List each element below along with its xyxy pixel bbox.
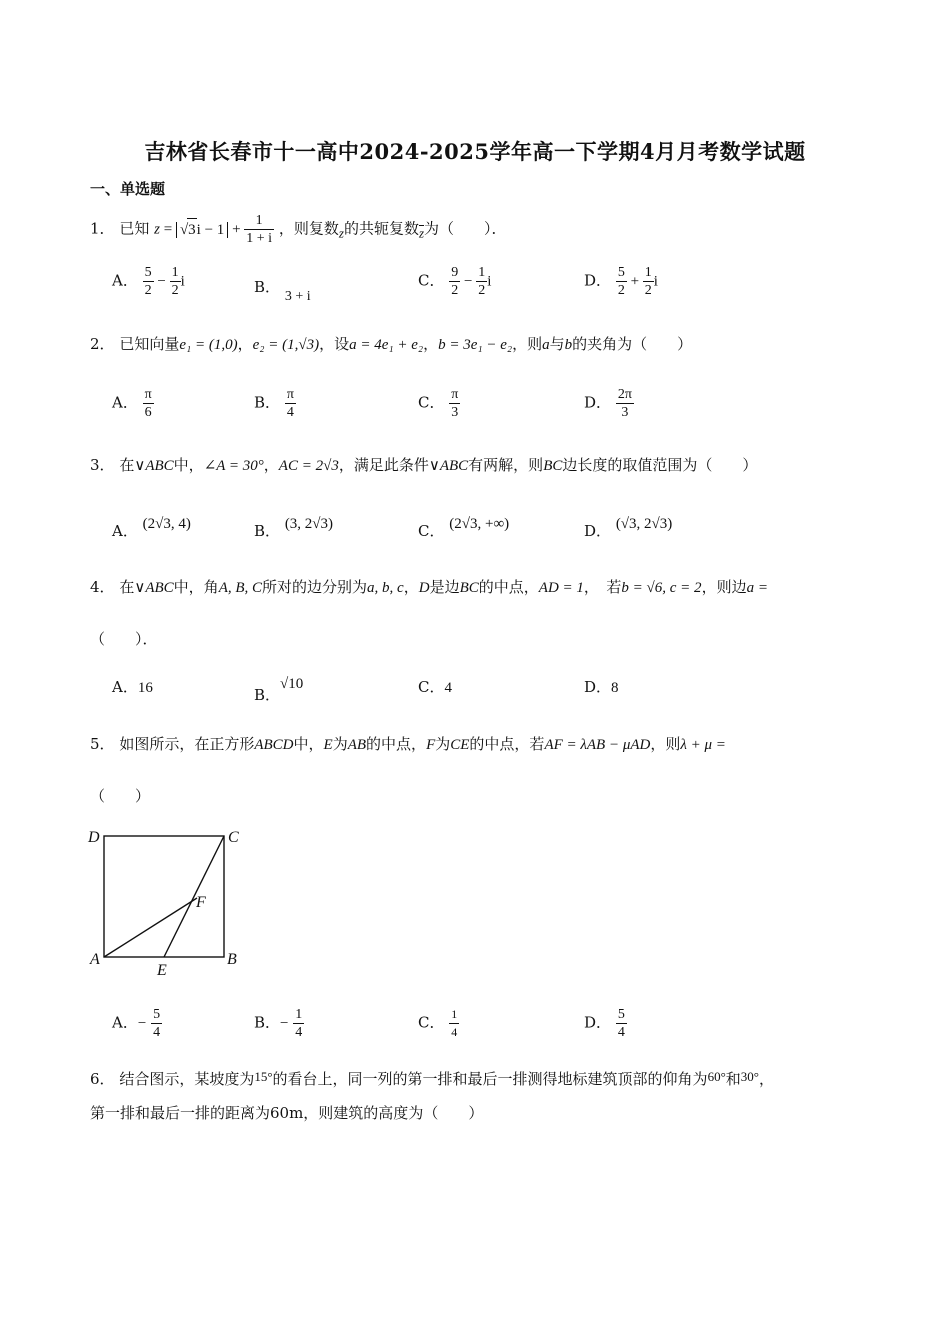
fraction-numerator: π	[286, 387, 294, 402]
fraction-denominator: 6	[144, 405, 152, 420]
q4-triangle: ABC	[145, 580, 174, 596]
label-e: E	[157, 962, 167, 979]
label-a: A	[90, 951, 100, 968]
option-sign: −	[137, 1015, 147, 1032]
question-number: 4．	[90, 578, 115, 596]
q2-text-f: 与	[549, 335, 565, 353]
option-label: D．	[584, 678, 612, 696]
q5-option-d[interactable]	[584, 1006, 627, 1041]
fraction-denominator: 3	[621, 405, 629, 420]
q5-lambda-mu: λ + μ =	[680, 737, 726, 753]
option-value: 4	[444, 680, 452, 696]
q4-text-a: 在	[119, 578, 135, 596]
q4-option-a[interactable]	[112, 676, 153, 697]
question-5	[90, 733, 726, 756]
q5-square: ABCD	[254, 737, 294, 753]
q5-ab: AB	[347, 737, 367, 753]
fraction-numerator: 5	[617, 1007, 625, 1022]
label-c: C	[228, 829, 239, 846]
option-value: 8	[611, 680, 619, 696]
option-label: C．	[418, 271, 445, 290]
fraction-numerator: 5	[153, 1007, 161, 1022]
q2-text-g: 的夹角为（ ）	[572, 335, 693, 353]
fraction-numerator: 1	[295, 1007, 303, 1022]
q4-option-d[interactable]	[584, 676, 619, 697]
option-label: C．	[418, 522, 445, 540]
question-4: 4． 在∨ABC中，角A, B, C所对的边分别为a, b, c，D是边BC的中点，AD = 1， 若b = √6, c = 2，则边a =	[90, 578, 768, 596]
fraction-numerator: 2π	[617, 387, 632, 402]
q4-ad: AD = 1	[538, 580, 584, 596]
q3-text-b: 中，	[173, 456, 204, 474]
q4-text-f: 的中点，	[478, 578, 539, 596]
q3-angle: ∠A = 30°	[203, 458, 264, 474]
q4-text-g: ， 若	[583, 578, 622, 596]
fraction-denominator: 3	[451, 405, 459, 420]
option-label: D．	[584, 522, 612, 540]
q2-text-a: 已知向量	[119, 335, 180, 353]
q4-option-c[interactable]	[418, 676, 452, 697]
q4-sides: a, b, c	[367, 580, 404, 596]
section-heading: 一、单选题	[90, 180, 166, 198]
q3-ac: AC = 2√3	[278, 458, 339, 474]
q6-angle-1: 60°	[707, 1069, 726, 1084]
question-number: 2．	[90, 335, 115, 353]
q1-text-d: 为（ ）．	[424, 219, 507, 238]
square-figure	[84, 822, 244, 982]
label-d: D	[88, 829, 100, 846]
q2-option-a[interactable]	[112, 386, 154, 421]
q6-text-a: 结合图示，某坡度为	[119, 1070, 255, 1088]
q1-formula: z = √3i − 1 + $\frac{1}{1 + i}$	[154, 213, 273, 246]
q5-option-a[interactable]	[112, 1006, 162, 1041]
q5-option-b[interactable]	[254, 1006, 304, 1041]
option-label: B．	[254, 522, 281, 540]
q1-option-c[interactable]: C． $\frac{9}{2}$ − $\frac{1}{2}$ i	[418, 265, 492, 298]
q5-text-c: 为	[332, 735, 348, 753]
option-sign: −	[280, 1015, 289, 1032]
q4-bc: BC	[459, 580, 479, 596]
q2-e2: e₂ = (1,√3)	[252, 337, 320, 353]
q2-text-e: ，则	[512, 335, 543, 353]
q5-text-e: 为	[435, 735, 451, 753]
q3-bc: BC	[543, 458, 563, 474]
fraction-numerator: π	[144, 387, 152, 402]
q5-option-c[interactable]	[418, 1006, 459, 1041]
question-2: 2． 已知向量e₁ = (1,0)，e₂ = (1,√3)，设a = 4e₁ + e₂，b = 3e₁ − e₂，则a与b的夹角为（ ）	[90, 335, 693, 353]
option-value: (3, 2√3)	[284, 516, 334, 532]
question-number: 3．	[90, 456, 115, 474]
q5-text-a: 如图所示，在正方形	[119, 735, 255, 753]
q5-text-d: 的中点，	[366, 735, 427, 753]
fraction-denominator: 4	[617, 1025, 625, 1040]
q3-option-b[interactable]	[254, 516, 333, 541]
fraction-denominator: 4	[451, 1025, 458, 1039]
option-label: A．	[112, 678, 138, 696]
fraction-numerator: π	[451, 387, 459, 402]
q1-text-b: ，则复数	[278, 219, 339, 238]
fraction-denominator: 4	[153, 1025, 161, 1040]
q1-text-a: 已知	[119, 219, 150, 238]
fraction-denominator: 4	[295, 1025, 303, 1040]
segment-af	[104, 898, 197, 957]
option-value: (2√3, 4)	[142, 516, 191, 532]
option-value: √10	[280, 676, 304, 692]
option-label: C．	[418, 1013, 445, 1032]
q2-b: b = 3e₁ − e₂	[438, 337, 513, 353]
q5-text-b: 中，	[293, 735, 324, 753]
q2-text-d: ，	[423, 335, 439, 353]
q6-text-c: 和	[725, 1070, 741, 1088]
q2-a: a = 4e₁ + e₂	[349, 337, 424, 353]
q4-text-d: ，	[403, 578, 419, 596]
q6-text-d: ，	[758, 1070, 774, 1088]
q4-text-h: ，则边	[701, 578, 747, 596]
fraction-denominator: 4	[286, 405, 294, 420]
option-label: B．	[254, 393, 281, 412]
question-1	[90, 212, 507, 247]
q1-text-c: 的共轭复数	[343, 219, 419, 238]
q3-triangle: ABC	[145, 458, 174, 474]
q6-line-2: 第一排和最后一排的距离为60m，则建筑的高度为（ ）	[90, 1104, 484, 1122]
q5-f: F	[426, 737, 436, 753]
q2-text-c: ，设	[319, 335, 350, 353]
q5-vector: AF = λAB − μAD	[544, 737, 651, 753]
option-label: A．	[112, 271, 138, 290]
q5-e: E	[323, 737, 333, 753]
page-title: 吉林省长春市十一高中2024-2025学年高一下学期4月月考数学试题	[144, 139, 806, 164]
option-value: 3 + i	[284, 289, 311, 304]
option-label: C．	[418, 393, 445, 412]
segment-ec	[164, 836, 224, 957]
option-label: A．	[112, 522, 138, 540]
q4-continuation: （ ）．	[90, 630, 158, 648]
q4-angles: A, B, C	[218, 580, 263, 596]
option-label: D．	[584, 393, 612, 412]
q1-var-zbar: $\overline{z}$	[418, 225, 425, 241]
q4-a: a =	[746, 580, 768, 596]
q5-text-f: 的中点，若	[469, 735, 545, 753]
q4-text-b: 中，角	[173, 578, 219, 596]
q2-e1: e₁ = (1,0)	[179, 337, 238, 353]
q4-text-c: 所对的边分别为	[262, 578, 368, 596]
question-6	[90, 1066, 774, 1090]
q4-d: D	[418, 580, 430, 596]
q1-option-b[interactable]	[254, 276, 311, 305]
fraction-numerator: 1	[449, 1006, 459, 1024]
option-label: B．	[254, 686, 281, 704]
q1-option-a[interactable]: A． $\frac{5}{2}$ − $\frac{1}{2}$ i	[112, 265, 185, 298]
q3-text-f: 边长度的取值范围为（ ）	[562, 456, 758, 474]
option-label: D．	[584, 1013, 612, 1032]
q2-text-b: ，	[237, 335, 253, 353]
option-label: C．	[418, 678, 445, 696]
q2-option-c[interactable]	[418, 386, 460, 421]
q3-text-e: 有两解，则	[468, 456, 544, 474]
q3-option-d[interactable]	[584, 516, 672, 541]
q5-ce: CE	[450, 737, 470, 753]
q4-cond: b = √6, c = 2	[621, 580, 702, 596]
label-b: B	[227, 951, 237, 968]
q2-option-b[interactable]	[254, 386, 296, 421]
option-label: D．	[584, 271, 612, 290]
q3-option-c[interactable]	[418, 516, 509, 541]
q3-text-a: 在	[119, 456, 135, 474]
q6-angle-2: 30°	[740, 1069, 759, 1084]
q5-continuation: （ ）	[90, 787, 151, 805]
option-label: B．	[254, 278, 281, 296]
q6-text-b: 的看台上，同一列的第一排和最后一排测得地标建筑顶部的仰角为	[272, 1070, 708, 1088]
q1-option-d[interactable]: D． $\frac{5}{2}$ + $\frac{1}{2}$ i	[584, 265, 658, 298]
q3-option-a[interactable]	[112, 516, 191, 541]
question-number: 1．	[90, 219, 115, 238]
question-number: 6．	[90, 1070, 115, 1088]
q4-text-e: 是边	[429, 578, 460, 596]
q1-var-z2: z	[338, 225, 344, 241]
square-outline	[104, 836, 224, 957]
q5-text-g: ，则	[650, 735, 681, 753]
option-label: A．	[112, 393, 138, 412]
question-3: 3． 在∨ABC中，∠A = 30°，AC = 2√3，满足此条件∨ABC有两解，则BC边长度的取值范围为（ ）	[90, 456, 758, 474]
option-label: B．	[254, 1013, 281, 1032]
q4-option-b[interactable]	[254, 676, 303, 705]
option-value: (√3, 2√3)	[615, 516, 673, 532]
question-number: 5．	[90, 735, 115, 753]
q6-slope: 15°	[254, 1069, 273, 1084]
option-value: 16	[137, 680, 153, 696]
q3-triangle-2: ABC	[439, 458, 469, 474]
option-label: A．	[112, 1013, 138, 1032]
q3-text-d: ，满足此条件	[338, 456, 429, 474]
q1-var-z: z	[154, 221, 160, 238]
option-value: (2√3, +∞)	[449, 516, 510, 532]
q2-option-d[interactable]	[584, 386, 634, 421]
q3-text-c: ，	[263, 456, 279, 474]
label-f: F	[196, 894, 206, 911]
